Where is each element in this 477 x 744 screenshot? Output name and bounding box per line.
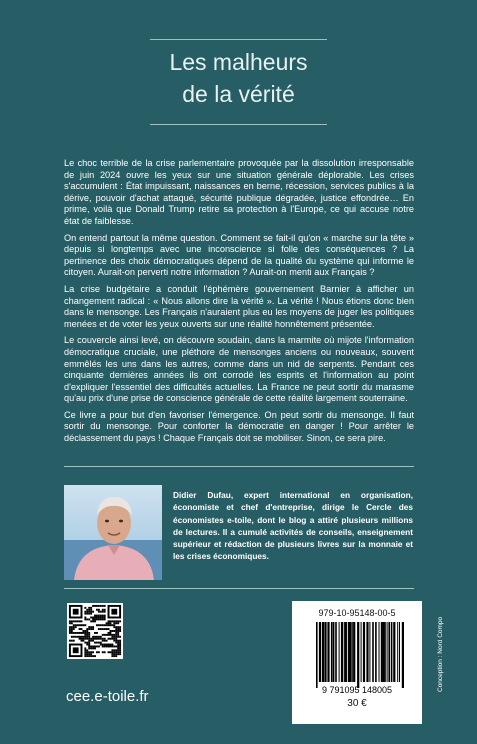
barcode-digits: 9 791095 148005 (321, 685, 393, 695)
isbn-number: 979-10-95148-00-5 (318, 608, 396, 618)
bottom-rule (64, 588, 414, 589)
author-photo (64, 485, 162, 580)
back-cover-text (64, 158, 414, 450)
title-rule (150, 124, 327, 125)
design-credit: Conception : Nord Compo (437, 616, 444, 692)
barcode-icon (310, 622, 404, 696)
barcode-panel (292, 601, 422, 724)
price-label: 30 € (347, 698, 367, 709)
paragraph: Le couvercle ainsi levé, on découvre soudain, dans la marmite où mijote l'information démocratique cruciale, une pléthore de mensonges anciens ou nouveaux, souvent emmêlés les uns dans les autres, comme dans un nid de serpents. Pendant ces cinquante dernières années ils ont corrodé les esprits et l'information au point d'expliquer l'essentiel des difficultés actuelles. La France ne peut sortir du marasme qu'au prix d'une prise de conscience générale de cette réalité largement souterraine. (64, 335, 414, 404)
title-line-1: Les malheurs (169, 49, 308, 75)
paragraph: On entend partout la même question. Comment se fait-il qu'on « marche sur la tête » depuis si longtemps avec une inconscience si folle des conséquences ? La pertinence des choix démocratiques dépend de la qualité du système qui informe le citoyen. Aurait-on perverti notre information ? Aurait-on menti aux Français ? (64, 232, 414, 278)
paragraph: Le choc terrible de la crise parlementaire provoquée par la dissolution irresponsable de juin 2024 ouvre les yeux sur une situation générale déplorable. Les crises s'accumulent : État impuissant, naissances en berne, récession, services publics à la dérive, pouvoir d'achat attaqué, sécurité publique dégradée, justice effondrée… En prime, voilà que Donald Trump retire sa protection à l'Europe, ce qui accuse notre état de faiblesse. (64, 158, 414, 226)
title-line-2: de la vérité (182, 81, 295, 107)
author-bio: Didier Dufau, expert international en organisation, économiste et chef d'entreprise, dirige le Cercle des économistes e-toile, dont le blog a attiré plusieurs millions de lectures. Il a cumulé activités de conseils, enseignement supérieur et rédaction de plusieurs livres sur la monnaie et les crises économiques. (173, 490, 413, 562)
author-portrait-image (64, 485, 162, 580)
paragraph: Ce livre a pour but d'en favoriser l'émergence. On peut sortir du mensonge. Il faut sortir du mensonge. Pour conforter la démocratie en danger ! Pour arrêter le déclassement du pays ! Chaque Français doit se mobiliser. Sinon, ce sera pire. (64, 409, 414, 444)
paragraph: La crise budgétaire a conduit l'éphémère gouvernement Barnier à afficher un changement radical : « Nous allons dire la vérité ». La vérité ! Nous étions donc bien dans le mensonge. Les Français n'auraient plus eu les moyens de juger les politiques menées et de voter les yeux ouverts sur une réalité honnêtement présentée. (64, 283, 414, 329)
top-rule (150, 39, 327, 40)
qr-code[interactable] (67, 603, 123, 659)
middle-rule (64, 466, 414, 467)
qr-code-icon (67, 603, 123, 659)
book-title (0, 46, 477, 110)
website-link[interactable]: cee.e-toile.fr (66, 688, 149, 705)
